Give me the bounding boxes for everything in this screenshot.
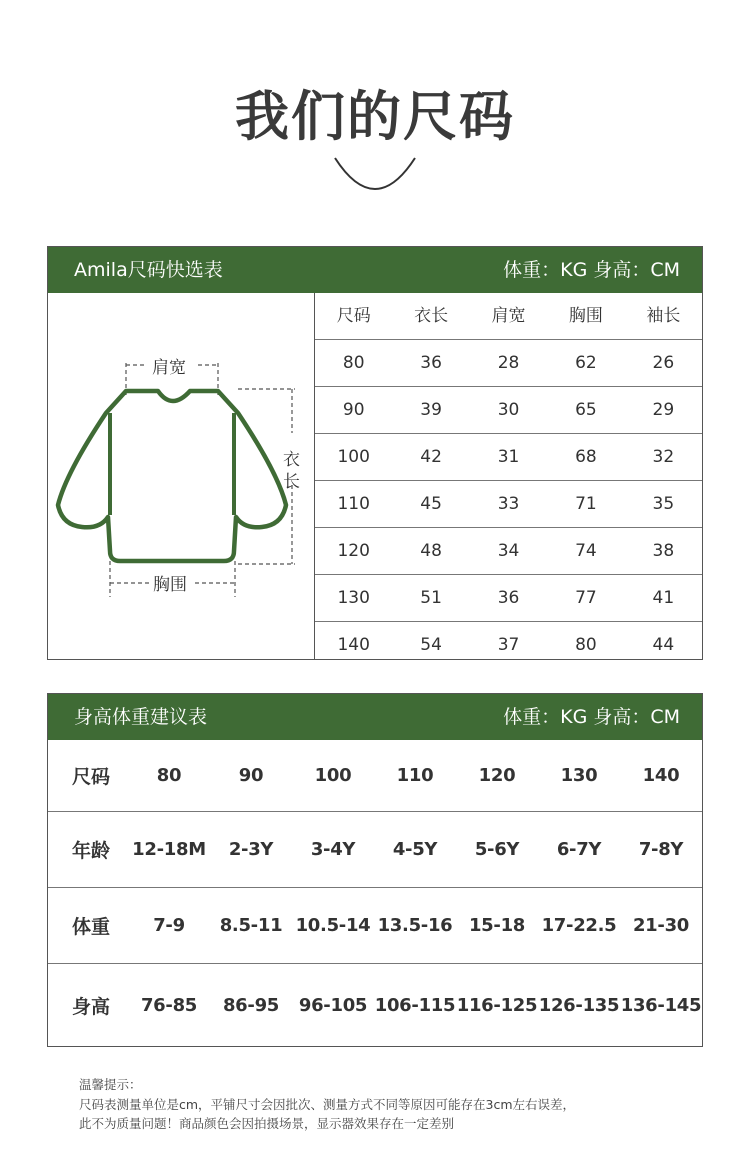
table-cell: 120 xyxy=(337,541,370,561)
rec-cell: 7-9 xyxy=(153,915,185,936)
size-chart-table xyxy=(47,246,703,660)
notes xyxy=(79,1075,575,1134)
table-cell: 68 xyxy=(575,447,597,467)
rec-row-label: 身高 xyxy=(72,995,111,1018)
size-grid xyxy=(315,293,702,669)
table-cell: 80 xyxy=(342,353,365,373)
rec-cell: 120 xyxy=(478,765,516,786)
rec-cell: 10.5-14 xyxy=(295,915,371,936)
rec-cell: 126-135 xyxy=(538,994,620,1016)
rec-cell: 140 xyxy=(642,765,680,786)
rec-cell: 8.5-11 xyxy=(219,915,283,936)
header-chest: 胸围 xyxy=(568,306,603,326)
sweater-diagram xyxy=(48,293,314,659)
table-cell: 44 xyxy=(652,635,675,655)
table-cell: 100 xyxy=(337,447,370,467)
notes-line: 尺码表测量单位是cm，平铺尺寸会因批次、测量方式不同等原因可能存在3cm左右误差， xyxy=(79,1096,576,1112)
rec-cell: 4-5Y xyxy=(392,839,438,860)
table-row xyxy=(315,575,702,622)
rec-cell: 12-18M xyxy=(132,839,206,860)
recommendation-table xyxy=(47,693,703,1047)
rec-cell: 6-7Y xyxy=(556,839,602,860)
size-chart-units: 体重：KG 身高：CM xyxy=(503,259,680,281)
header-length: 衣长 xyxy=(414,306,449,326)
page-title: 我们的尺码 xyxy=(235,85,515,148)
table-cell: 90 xyxy=(342,400,365,420)
table-cell: 65 xyxy=(575,400,597,420)
shoulder-label: 肩宽 xyxy=(152,358,186,378)
table-cell: 71 xyxy=(575,494,597,514)
header-shoulder: 肩宽 xyxy=(491,306,526,326)
garment-diagram xyxy=(48,293,315,659)
table-cell: 74 xyxy=(575,541,597,561)
rec-cell: 96-105 xyxy=(298,994,368,1016)
length-label-1: 衣 xyxy=(283,450,300,470)
rec-cell: 13.5-16 xyxy=(377,915,453,936)
rec-cell: 100 xyxy=(314,765,352,786)
table-row xyxy=(315,622,702,669)
table-cell: 42 xyxy=(420,447,442,467)
decorative-curve xyxy=(330,150,420,195)
table-cell: 26 xyxy=(652,353,675,373)
table-cell: 48 xyxy=(420,541,442,561)
rec-cell: 17-22.5 xyxy=(541,915,617,936)
table-cell: 41 xyxy=(652,588,675,608)
rec-cell: 3-4Y xyxy=(310,839,356,860)
rec-cell: 116-125 xyxy=(456,994,538,1016)
rec-cell: 90 xyxy=(238,765,264,786)
recommendation-title: 身高体重建议表 xyxy=(74,706,208,728)
table-cell: 130 xyxy=(337,588,370,608)
rec-row-label: 体重 xyxy=(72,916,111,938)
table-cell: 62 xyxy=(575,353,597,373)
table-cell: 34 xyxy=(497,541,520,561)
table-cell: 77 xyxy=(575,588,597,608)
size-chart-title: Amila尺码快选表 xyxy=(74,259,223,281)
table-cell: 140 xyxy=(337,635,370,655)
rec-cell: 86-95 xyxy=(222,994,280,1016)
notes-line: 此不为质量问题！商品颜色会因拍摄场景，显示器效果存在一定差别 xyxy=(79,1116,455,1131)
recommendation-units: 体重：KG 身高：CM xyxy=(503,706,680,728)
table-cell: 45 xyxy=(420,494,442,514)
table-cell: 36 xyxy=(420,353,442,373)
table-cell: 31 xyxy=(497,447,520,467)
header-size: 尺码 xyxy=(336,306,371,326)
table-cell: 110 xyxy=(337,494,370,514)
table-row xyxy=(315,340,702,387)
table-row xyxy=(315,528,702,575)
rec-cell: 21-30 xyxy=(632,915,690,936)
rec-row-weight xyxy=(48,888,702,964)
rec-cell: 76-85 xyxy=(140,994,198,1016)
rec-cell: 110 xyxy=(396,765,434,786)
rec-cell: 106-115 xyxy=(374,994,456,1016)
table-cell: 35 xyxy=(652,494,675,514)
rec-row-height xyxy=(48,964,702,1046)
table-row xyxy=(315,387,702,434)
notes-heading: 温馨提示： xyxy=(79,1077,142,1092)
table-cell: 30 xyxy=(497,400,520,420)
table-cell: 51 xyxy=(420,588,442,608)
length-label-2: 长 xyxy=(283,472,300,492)
table-row xyxy=(315,481,702,528)
rec-row-size xyxy=(48,740,702,812)
size-chart-header xyxy=(48,247,702,293)
table-cell: 32 xyxy=(652,447,675,467)
rec-cell: 5-6Y xyxy=(474,839,520,860)
rec-cell: 2-3Y xyxy=(228,839,274,860)
chest-label: 胸围 xyxy=(153,575,187,595)
table-cell: 54 xyxy=(420,635,442,655)
table-row xyxy=(315,434,702,481)
table-cell: 29 xyxy=(652,400,675,420)
rec-cell: 15-18 xyxy=(468,915,526,936)
table-cell: 38 xyxy=(652,541,675,561)
table-cell: 37 xyxy=(497,635,520,655)
table-cell: 39 xyxy=(420,400,442,420)
table-cell: 80 xyxy=(575,635,597,655)
rec-cell: 130 xyxy=(560,765,598,786)
size-header-row xyxy=(315,293,702,340)
rec-row-age xyxy=(48,812,702,888)
table-cell: 28 xyxy=(497,353,520,373)
table-cell: 36 xyxy=(497,588,520,608)
rec-cell: 7-8Y xyxy=(638,839,684,860)
recommendation-header xyxy=(48,694,702,740)
table-cell: 33 xyxy=(497,494,520,514)
rec-cell: 80 xyxy=(156,765,182,786)
rec-cell: 136-145 xyxy=(620,994,702,1016)
header-sleeve: 袖长 xyxy=(646,306,681,326)
rec-row-label: 年龄 xyxy=(72,840,111,862)
rec-row-label: 尺码 xyxy=(72,766,111,788)
